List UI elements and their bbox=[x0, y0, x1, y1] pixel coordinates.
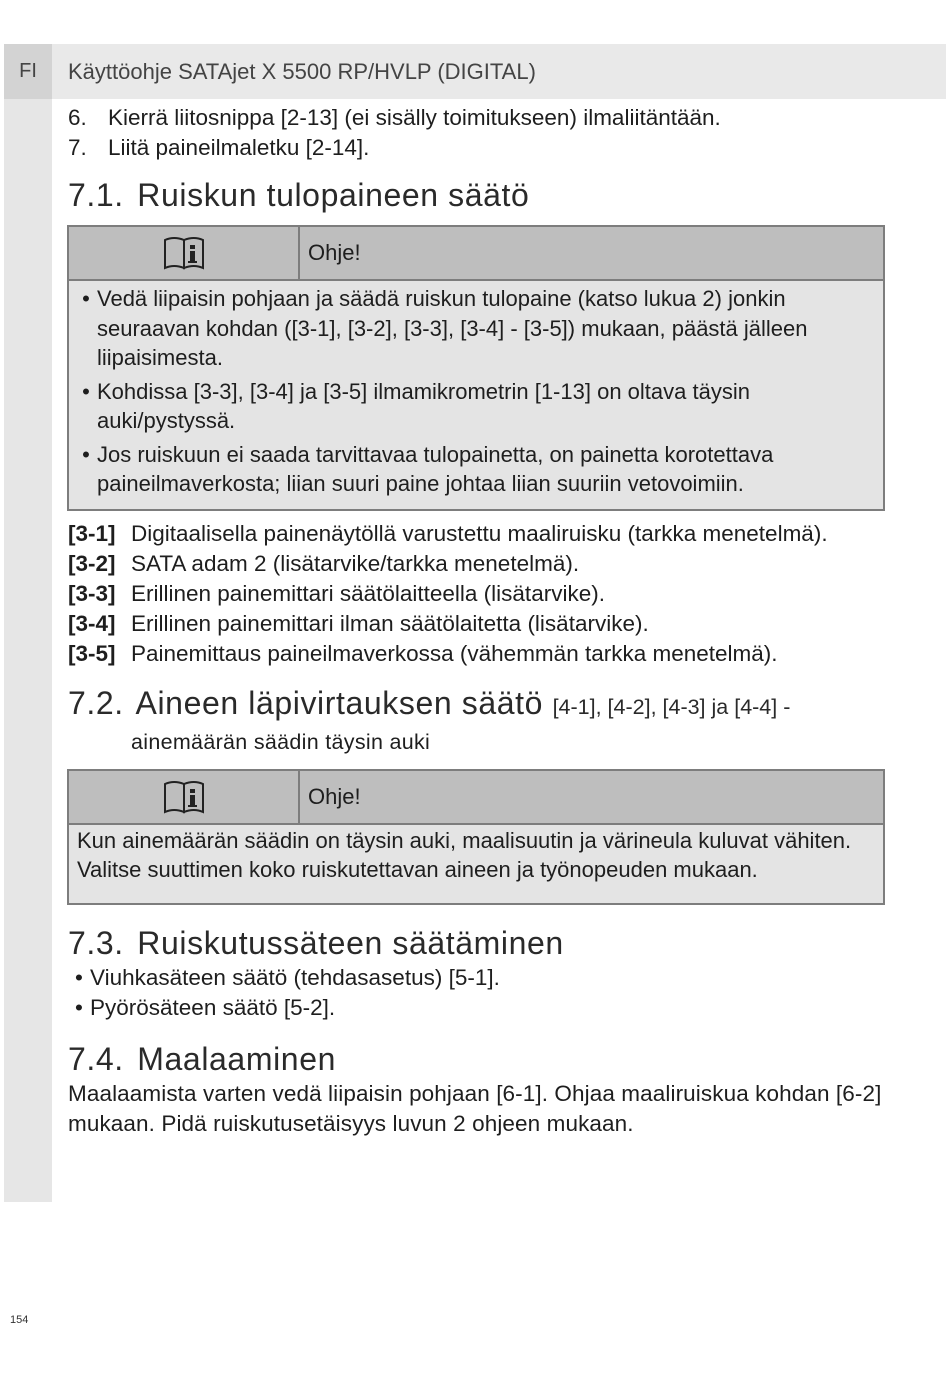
manual-info-icon bbox=[163, 236, 205, 270]
reference-text: Erillinen painemittari ilman säätölaitetta (lisätarvike). bbox=[131, 610, 649, 636]
note-icon-cell bbox=[69, 771, 300, 823]
note-label: Ohje! bbox=[308, 240, 361, 265]
step-number: 7. bbox=[68, 135, 87, 160]
step-text: Liitä paineilmaletku [2-14]. bbox=[108, 135, 370, 160]
bullet-text: Kohdissa [3-3], [3-4] ja [3-5] ilmamikrometrin [1-13] on oltava täysin auki/pystyssä. bbox=[97, 378, 750, 433]
note-box bbox=[67, 225, 885, 511]
section-number: 7.4. bbox=[68, 1040, 124, 1077]
page-number: 154 bbox=[10, 1314, 29, 1326]
reference-text: Digitaalisella painenäytöllä varustettu maaliruisku (tarkka menetelmä). bbox=[131, 520, 828, 546]
bullet-text: Vedä liipaisin pohjaan ja säädä ruiskun tulopaine (katso lukua 2) jonkin seuraavan kohdan ([3-1], [3-2], [3-3], [3-4] - [3-5]) mukaan, päästä jälleen liipaisimesta. bbox=[97, 286, 808, 370]
section-title-suffix: [4-1], [4-2], [4-3] ja [4-4] - bbox=[552, 694, 791, 719]
reference-label: [3-3] bbox=[68, 580, 116, 606]
note-bullet bbox=[75, 377, 873, 436]
section-paragraph: Maalaamista varten vedä liipaisin pohjaan [6-1]. Ohjaa maaliruiskua kohdan [6-2] mukaan. Pidä ruiskutusetäisyys luvun 2 ohjeen mukaan. bbox=[68, 1080, 882, 1136]
left-margin-strip bbox=[4, 44, 52, 1202]
figure-reference bbox=[68, 639, 886, 669]
bullet-dot: • bbox=[82, 441, 90, 467]
reference-text: SATA adam 2 (lisätarvike/tarkka menetelmä). bbox=[131, 550, 580, 576]
bullet-dot: • bbox=[75, 964, 83, 990]
note-bullet bbox=[75, 440, 873, 499]
figure-reference bbox=[68, 519, 886, 549]
document-title: Käyttöohje SATAjet X 5500 RP/HVLP (DIGITAL) bbox=[68, 59, 536, 84]
bullet-dot: • bbox=[75, 994, 83, 1020]
reference-label: [3-4] bbox=[68, 610, 116, 636]
reference-label: [3-5] bbox=[68, 640, 116, 666]
note-header bbox=[69, 227, 883, 281]
step-text: Kierrä liitosnippa [2-13] (ei sisälly toimitukseen) ilmaliitäntään. bbox=[108, 105, 721, 130]
section-title-continuation: ainemäärän säädin täysin auki bbox=[131, 729, 431, 754]
bullet-dot: • bbox=[82, 286, 90, 311]
section-heading-7-1 bbox=[68, 175, 886, 215]
section-title: Maalaaminen bbox=[137, 1040, 336, 1077]
section-heading-7-2 bbox=[68, 683, 886, 727]
note-label: Ohje! bbox=[308, 783, 361, 809]
bullet-dot: • bbox=[82, 378, 90, 404]
note-icon-cell bbox=[69, 227, 300, 279]
list-item bbox=[68, 963, 886, 993]
note-body bbox=[69, 281, 883, 509]
reference-text: Erillinen painemittari säätölaitteella (lisätarvike). bbox=[131, 580, 605, 606]
list-item bbox=[68, 993, 886, 1023]
section-title: Aineen läpivirtauksen säätö bbox=[135, 684, 544, 721]
reference-label: [3-2] bbox=[68, 550, 116, 576]
section-number: 7.1. bbox=[68, 177, 124, 213]
note-box bbox=[67, 769, 885, 905]
manual-info-icon bbox=[163, 780, 205, 814]
note-bullet bbox=[75, 284, 873, 373]
section-heading-7-4 bbox=[68, 1039, 886, 1079]
list-item-text: Viuhkasäteen säätö (tehdasasetus) [5-1]. bbox=[90, 964, 500, 990]
step-item bbox=[68, 133, 886, 163]
section-heading-7-3 bbox=[68, 923, 886, 963]
section-title: Ruiskun tulopaineen säätö bbox=[137, 177, 530, 213]
list-item-text: Pyörösäteen säätö [5-2]. bbox=[90, 994, 336, 1020]
reference-label: [3-1] bbox=[68, 520, 116, 546]
note-body: Kun ainemäärän säädin on täysin auki, maalisuutin ja värineula kuluvat vähiten. Valitse suuttimen koko ruiskutettavan aineen ja työnopeuden mukaan. bbox=[77, 827, 852, 882]
figure-reference-list bbox=[68, 519, 886, 669]
note-header bbox=[69, 771, 883, 825]
section-title: Ruiskutussäteen säätäminen bbox=[137, 924, 564, 961]
page-content bbox=[68, 100, 886, 1139]
figure-reference bbox=[68, 609, 886, 639]
reference-text: Painemittaus paineilmaverkossa (vähemmän tarkka menetelmä). bbox=[131, 640, 778, 666]
section-number: 7.2. bbox=[68, 684, 124, 721]
bullet-text: Jos ruiskuun ei saada tarvittavaa tulopainetta, on painetta korotettava paineilmaverkosta; liian suuri paine johtaa liian suuriin vetovoimiin. bbox=[97, 441, 774, 496]
step-number: 6. bbox=[68, 105, 87, 130]
figure-reference bbox=[68, 579, 886, 609]
step-item bbox=[68, 103, 886, 133]
language-tab: FI bbox=[4, 44, 52, 99]
figure-reference bbox=[68, 549, 886, 579]
section-number: 7.3. bbox=[68, 924, 124, 961]
